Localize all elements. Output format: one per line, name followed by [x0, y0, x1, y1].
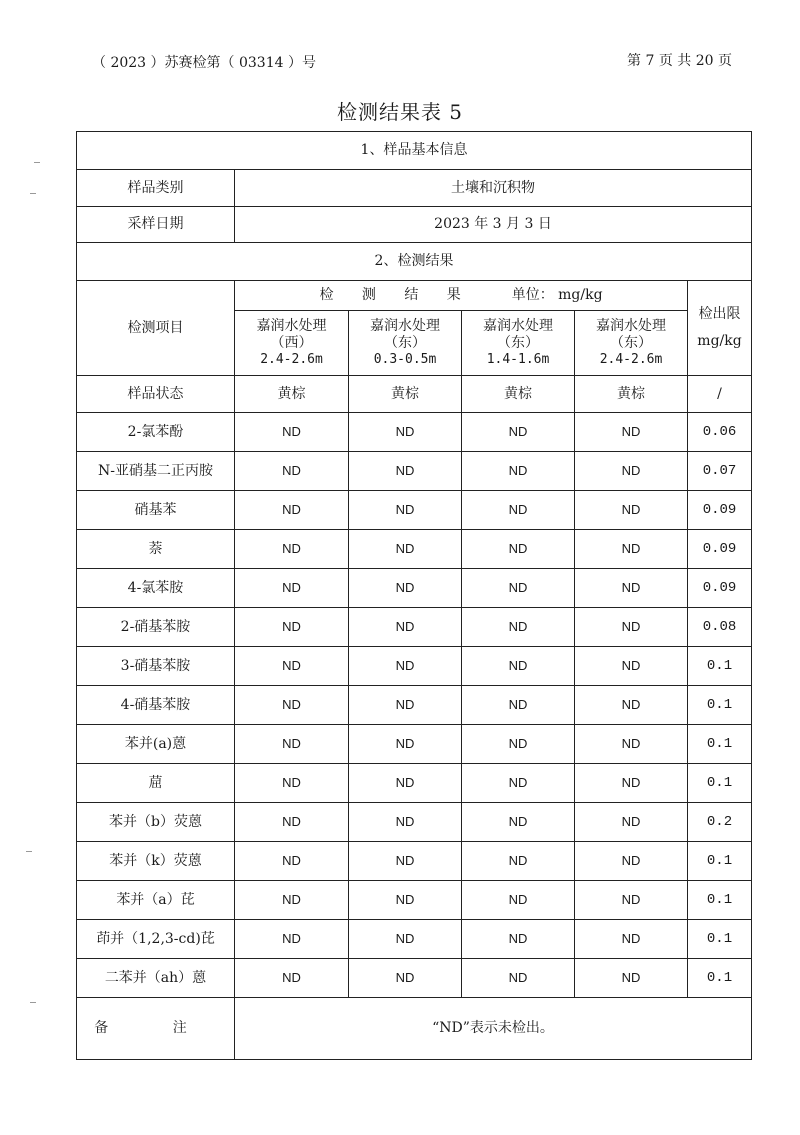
- result-value: ND: [349, 959, 462, 998]
- item-header: 检测项目: [77, 281, 235, 376]
- category-label: 样品类别: [77, 170, 235, 207]
- sample-header-1: [235, 311, 349, 376]
- result-value: ND: [349, 920, 462, 959]
- sample-name: 嘉润水处理: [370, 318, 440, 335]
- sample-name: 嘉润水处理: [596, 318, 666, 335]
- result-value: ND: [575, 725, 688, 764]
- sample-header-3: [462, 311, 575, 376]
- analyte-name: 4-硝基苯胺: [77, 686, 235, 725]
- result-value: ND: [575, 803, 688, 842]
- result-value: ND: [462, 686, 575, 725]
- result-value: ND: [575, 764, 688, 803]
- result-value: ND: [235, 647, 349, 686]
- table-row: [77, 803, 752, 842]
- remark-label: [77, 998, 235, 1060]
- result-value: ND: [349, 725, 462, 764]
- result-value: ND: [235, 686, 349, 725]
- result-value: ND: [235, 842, 349, 881]
- result-value: ND: [462, 608, 575, 647]
- scan-mark: [30, 1002, 36, 1003]
- detection-limit: 0.06: [688, 413, 752, 452]
- detection-limit: 0.1: [688, 920, 752, 959]
- sample-depth: 2.4-2.6m: [260, 352, 323, 367]
- analyte-name: 䓛: [77, 764, 235, 803]
- sample-dir: （东）: [610, 335, 652, 352]
- result-value: ND: [462, 530, 575, 569]
- result-value: ND: [349, 413, 462, 452]
- category-value: 土壤和沉积物: [235, 170, 752, 207]
- report-number: （ 2023 ）苏赛检第（ 03314 ）号: [92, 55, 316, 71]
- result-value: ND: [462, 491, 575, 530]
- detection-limit: 0.1: [688, 881, 752, 920]
- sample-dir: （东）: [497, 335, 539, 352]
- result-value: ND: [462, 959, 575, 998]
- page-title: 检测结果表 5: [336, 100, 464, 124]
- analyte-name: 苯并（a）芘: [77, 881, 235, 920]
- table-row: [77, 647, 752, 686]
- result-value: ND: [575, 686, 688, 725]
- date-value: 2023 年 3 月 3 日: [235, 207, 752, 243]
- table-row: [77, 881, 752, 920]
- sample-depth: 0.3-0.5m: [373, 352, 437, 367]
- result-value: ND: [235, 452, 349, 491]
- analyte-name: 二苯并（ah）蒽: [77, 959, 235, 998]
- analyte-name: 4-氯苯胺: [77, 569, 235, 608]
- result-value: ND: [575, 881, 688, 920]
- result-value: ND: [349, 647, 462, 686]
- result-value: ND: [462, 920, 575, 959]
- result-value: ND: [349, 842, 462, 881]
- table-row: [77, 491, 752, 530]
- limit-header-label: 检出限: [698, 306, 741, 323]
- sample-dir: （西）: [270, 335, 313, 352]
- state-limit: /: [688, 376, 752, 413]
- result-value: ND: [575, 569, 688, 608]
- result-value: ND: [575, 452, 688, 491]
- table-row: [77, 686, 752, 725]
- detection-limit: 0.1: [688, 647, 752, 686]
- scan-mark: [30, 193, 36, 194]
- detection-limit: 0.1: [688, 959, 752, 998]
- result-value: ND: [349, 608, 462, 647]
- analyte-name: 苯并（b）荧蒽: [77, 803, 235, 842]
- result-value: ND: [349, 530, 462, 569]
- detection-limit: 0.1: [688, 764, 752, 803]
- results-header-cell: [235, 281, 688, 311]
- analyte-name: N-亚硝基二正丙胺: [77, 452, 235, 491]
- detection-limit: 0.2: [688, 803, 752, 842]
- table-row: [77, 530, 752, 569]
- analyte-name: 2-氯苯酚: [77, 413, 235, 452]
- result-value: ND: [235, 959, 349, 998]
- result-value: ND: [462, 569, 575, 608]
- result-value: ND: [235, 803, 349, 842]
- scan-mark: [26, 851, 32, 852]
- state-value: 黄棕: [349, 376, 462, 413]
- result-value: ND: [575, 608, 688, 647]
- result-value: ND: [575, 647, 688, 686]
- analyte-name: 苯并(a)蒽: [77, 725, 235, 764]
- result-value: ND: [235, 920, 349, 959]
- state-value: 黄棕: [235, 376, 349, 413]
- state-value: 黄棕: [462, 376, 575, 413]
- state-label: 样品状态: [77, 376, 235, 413]
- state-value: 黄棕: [575, 376, 688, 413]
- result-value: ND: [462, 725, 575, 764]
- remark-value: “ND”表示未检出。: [235, 998, 752, 1060]
- results-table: [76, 131, 752, 1060]
- result-value: ND: [349, 881, 462, 920]
- detection-limit: 0.1: [688, 725, 752, 764]
- detection-limit: 0.09: [688, 530, 752, 569]
- detection-limit: 0.07: [688, 452, 752, 491]
- detection-limit: 0.1: [688, 842, 752, 881]
- unit-label: 单位： mg/kg: [511, 287, 603, 304]
- result-value: ND: [349, 491, 462, 530]
- table-row: [77, 608, 752, 647]
- sample-dir: （东）: [384, 335, 426, 352]
- result-value: ND: [235, 764, 349, 803]
- result-value: ND: [462, 647, 575, 686]
- table-row: [77, 920, 752, 959]
- result-value: ND: [349, 686, 462, 725]
- limit-header-unit: mg/kg: [697, 333, 742, 349]
- limit-header: [688, 281, 752, 376]
- sample-header-4: [575, 311, 688, 376]
- analyte-name: 茚并（1,2,3-cd)芘: [77, 920, 235, 959]
- table-row: [77, 842, 752, 881]
- date-label: 采样日期: [77, 207, 235, 243]
- sample-depth: 1.4-1.6m: [486, 352, 550, 367]
- result-value: ND: [575, 491, 688, 530]
- result-value: ND: [235, 491, 349, 530]
- section-results-heading: 2、检测结果: [77, 243, 752, 281]
- result-value: ND: [462, 803, 575, 842]
- result-value: ND: [349, 569, 462, 608]
- result-value: ND: [575, 959, 688, 998]
- result-value: ND: [462, 842, 575, 881]
- table-row: [77, 413, 752, 452]
- detection-limit: 0.09: [688, 569, 752, 608]
- remark-label-text: 备 注: [94, 1020, 217, 1037]
- table-row: [77, 959, 752, 998]
- analyte-name: 3-硝基苯胺: [77, 647, 235, 686]
- sample-header-2: [349, 311, 462, 376]
- result-value: ND: [349, 452, 462, 491]
- result-value: ND: [235, 725, 349, 764]
- result-value: ND: [349, 764, 462, 803]
- sample-name: 嘉润水处理: [483, 318, 553, 335]
- result-value: ND: [575, 842, 688, 881]
- page-info: 第 7 页 共 20 页: [627, 53, 732, 69]
- result-value: ND: [235, 569, 349, 608]
- table-row: [77, 452, 752, 491]
- sample-name: 嘉润水处理: [256, 318, 327, 335]
- result-value: ND: [462, 413, 575, 452]
- analyte-name: 硝基苯: [77, 491, 235, 530]
- detection-limit: 0.09: [688, 491, 752, 530]
- analyte-name: 萘: [77, 530, 235, 569]
- result-value: ND: [575, 413, 688, 452]
- result-value: ND: [575, 530, 688, 569]
- result-value: ND: [349, 803, 462, 842]
- result-value: ND: [462, 452, 575, 491]
- result-value: ND: [235, 881, 349, 920]
- table-row: [77, 764, 752, 803]
- scan-mark: [34, 162, 40, 163]
- result-value: ND: [235, 608, 349, 647]
- section-basic-info-heading: 1、样品基本信息: [77, 132, 752, 170]
- table-row: [77, 725, 752, 764]
- result-value: ND: [235, 413, 349, 452]
- sample-depth: 2.4-2.6m: [599, 352, 663, 367]
- result-value: ND: [462, 881, 575, 920]
- result-value: ND: [575, 920, 688, 959]
- analyte-name: 2-硝基苯胺: [77, 608, 235, 647]
- analyte-name: 苯并（k）荧蒽: [77, 842, 235, 881]
- result-value: ND: [235, 530, 349, 569]
- table-row: [77, 569, 752, 608]
- results-header: 检 测 结 果: [319, 287, 473, 304]
- detection-limit: 0.08: [688, 608, 752, 647]
- detection-limit: 0.1: [688, 686, 752, 725]
- result-value: ND: [462, 764, 575, 803]
